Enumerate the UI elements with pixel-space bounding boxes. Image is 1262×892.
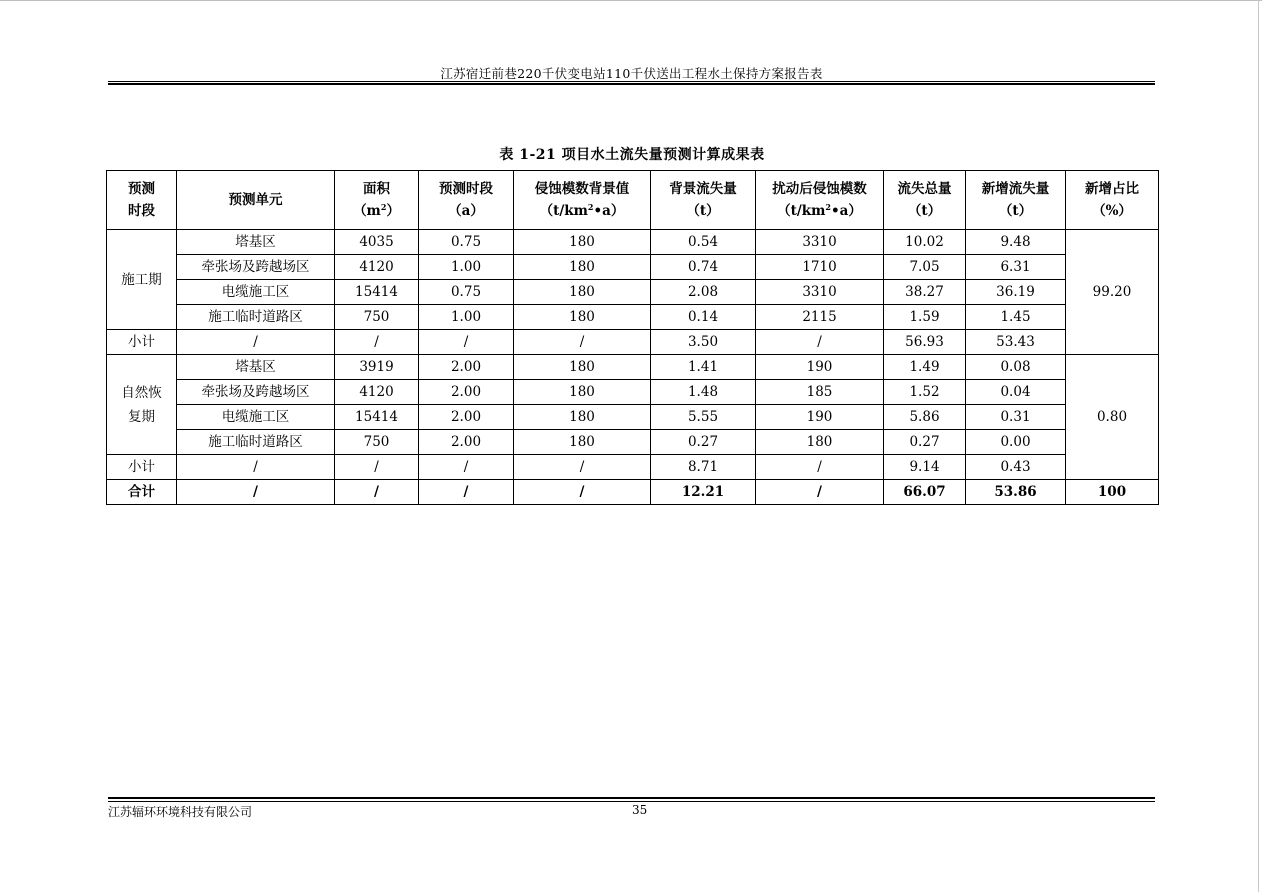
cell-total-loss: 5.86 xyxy=(884,405,966,430)
cell-bg-modulus: 180 xyxy=(514,305,651,330)
cell-duration: 2.00 xyxy=(419,380,514,405)
col-area: 面积 $(m^2)$ xyxy=(335,171,419,230)
col-new-loss: 新增流失量 （t） xyxy=(966,171,1066,230)
col-total-loss: 流失总量 （t） xyxy=(884,171,966,230)
cell-bg-loss: 1.48 xyxy=(651,380,756,405)
cell-total-loss: 0.27 xyxy=(884,430,966,455)
header-rule xyxy=(108,81,1155,82)
table-row xyxy=(107,280,1159,305)
cell-bg-modulus: 180 xyxy=(514,280,651,305)
cell-new-loss: 0.43 xyxy=(966,455,1066,480)
cell-total-loss: 1.49 xyxy=(884,355,966,380)
cell-bg-modulus: 180 xyxy=(514,430,651,455)
cell-duration: 0.75 xyxy=(419,280,514,305)
table-row xyxy=(107,305,1159,330)
cell-duration: / xyxy=(419,330,514,355)
cell-duration: 0.75 xyxy=(419,230,514,255)
header-row xyxy=(107,171,1159,230)
cell-area: 15414 xyxy=(335,280,419,305)
table-row xyxy=(107,255,1159,280)
col-period: 预测 时段 xyxy=(107,171,177,230)
cell-bg-modulus: / xyxy=(514,455,651,480)
cell-new-loss: 0.08 xyxy=(966,355,1066,380)
cell-bg-modulus: / xyxy=(514,480,651,505)
cell-dist-modulus: 3310 xyxy=(756,230,884,255)
cell-unit: 施工临时道路区 xyxy=(177,430,335,455)
cell-total-loss: 1.59 xyxy=(884,305,966,330)
cell-new-loss: 0.00 xyxy=(966,430,1066,455)
cell-duration: 2.00 xyxy=(419,405,514,430)
stage-recovery: 自然恢 复期 xyxy=(107,355,177,455)
cell-bg-loss: 1.41 xyxy=(651,355,756,380)
cell-new-loss: 0.04 xyxy=(966,380,1066,405)
cell-new-loss: 9.48 xyxy=(966,230,1066,255)
cell-area: 750 xyxy=(335,305,419,330)
cell-area: 3919 xyxy=(335,355,419,380)
cell-dist-modulus: 190 xyxy=(756,405,884,430)
cell-total-loss: 10.02 xyxy=(884,230,966,255)
table-row xyxy=(107,355,1159,380)
cell-duration: 2.00 xyxy=(419,430,514,455)
cell-unit: 塔基区 xyxy=(177,355,335,380)
cell-bg-modulus: 180 xyxy=(514,230,651,255)
cell-bg-loss: 2.08 xyxy=(651,280,756,305)
cell-unit: / xyxy=(177,455,335,480)
soil-loss-table xyxy=(106,170,1159,505)
cell-dist-modulus: 2115 xyxy=(756,305,884,330)
cell-dist-modulus: 3310 xyxy=(756,280,884,305)
cell-area: 15414 xyxy=(335,405,419,430)
page-number: 35 xyxy=(632,803,648,817)
cell-unit: 塔基区 xyxy=(177,230,335,255)
cell-bg-modulus: 180 xyxy=(514,380,651,405)
cell-unit: 牵张场及跨越场区 xyxy=(177,255,335,280)
cell-new-loss: 6.31 xyxy=(966,255,1066,280)
table-caption: 表 1-21 项目水土流失量预测计算成果表 xyxy=(499,147,765,163)
cell-total-loss: 56.93 xyxy=(884,330,966,355)
cell-area: / xyxy=(335,330,419,355)
table-row xyxy=(107,230,1159,255)
cell-unit: 施工临时道路区 xyxy=(177,305,335,330)
cell-area: 4035 xyxy=(335,230,419,255)
cell-bg-modulus: 180 xyxy=(514,255,651,280)
cell-bg-modulus: / xyxy=(514,330,651,355)
total-row xyxy=(107,480,1159,505)
cell-unit: / xyxy=(177,330,335,355)
cell-bg-loss: 0.54 xyxy=(651,230,756,255)
cell-dist-modulus: 1710 xyxy=(756,255,884,280)
cell-dist-modulus: / xyxy=(756,455,884,480)
cell-new-loss: 1.45 xyxy=(966,305,1066,330)
cell-bg-modulus: 180 xyxy=(514,355,651,380)
cell-ratio-construction: 99.20 xyxy=(1066,230,1159,355)
subtotal-row xyxy=(107,330,1159,355)
cell-duration: 2.00 xyxy=(419,355,514,380)
cell-bg-loss: 0.27 xyxy=(651,430,756,455)
cell-unit: 电缆施工区 xyxy=(177,405,335,430)
col-dist-modulus: 扰动后侵蚀模数 $(t/km^2•a)$ xyxy=(756,171,884,230)
page-border-right xyxy=(1258,0,1259,892)
cell-total-label: 合计 xyxy=(107,480,177,505)
cell-bg-loss: 0.74 xyxy=(651,255,756,280)
cell-new-loss: 53.43 xyxy=(966,330,1066,355)
cell-subtotal-label: 小计 xyxy=(107,455,177,480)
col-bg-modulus: 侵蚀模数背景值 $(t/km^2•a)$ xyxy=(514,171,651,230)
cell-duration: / xyxy=(419,480,514,505)
cell-duration: / xyxy=(419,455,514,480)
stage-construction: 施工期 xyxy=(107,230,177,330)
cell-bg-loss: 8.71 xyxy=(651,455,756,480)
footer-rule xyxy=(108,801,1155,802)
header-rule-thick xyxy=(108,83,1155,85)
header-title: 江苏宿迁前巷220千伏变电站110千伏送出工程水土保持方案报告表 xyxy=(440,66,823,81)
cell-unit: 电缆施工区 xyxy=(177,280,335,305)
cell-total-loss: 38.27 xyxy=(884,280,966,305)
footer-company: 江苏辐环环境科技有限公司 xyxy=(108,805,253,819)
cell-bg-loss: 12.21 xyxy=(651,480,756,505)
cell-bg-modulus: 180 xyxy=(514,405,651,430)
cell-dist-modulus: 185 xyxy=(756,380,884,405)
cell-duration: 1.00 xyxy=(419,305,514,330)
cell-dist-modulus: 180 xyxy=(756,430,884,455)
cell-unit: 牵张场及跨越场区 xyxy=(177,380,335,405)
subtotal-row xyxy=(107,455,1159,480)
table-row xyxy=(107,405,1159,430)
cell-area: 750 xyxy=(335,430,419,455)
page-border-top xyxy=(0,0,1262,1)
table-row xyxy=(107,380,1159,405)
col-new-ratio: 新增占比 （%） xyxy=(1066,171,1159,230)
col-duration: 预测时段 （a） xyxy=(419,171,514,230)
cell-total-loss: 1.52 xyxy=(884,380,966,405)
cell-bg-loss: 0.14 xyxy=(651,305,756,330)
cell-area: 4120 xyxy=(335,380,419,405)
table-row xyxy=(107,430,1159,455)
cell-new-loss: 53.86 xyxy=(966,480,1066,505)
cell-dist-modulus: / xyxy=(756,480,884,505)
cell-total-loss: 9.14 xyxy=(884,455,966,480)
cell-total-loss: 66.07 xyxy=(884,480,966,505)
cell-duration: 1.00 xyxy=(419,255,514,280)
cell-unit: / xyxy=(177,480,335,505)
cell-total-loss: 7.05 xyxy=(884,255,966,280)
cell-area: 4120 xyxy=(335,255,419,280)
cell-new-loss: 36.19 xyxy=(966,280,1066,305)
cell-subtotal-label: 小计 xyxy=(107,330,177,355)
cell-area: / xyxy=(335,480,419,505)
cell-bg-loss: 5.55 xyxy=(651,405,756,430)
footer-rule-thick xyxy=(108,797,1155,799)
cell-ratio-total: 100 xyxy=(1066,480,1159,505)
cell-dist-modulus: / xyxy=(756,330,884,355)
cell-new-loss: 0.31 xyxy=(966,405,1066,430)
cell-ratio-recovery: 0.80 xyxy=(1066,355,1159,480)
cell-dist-modulus: 190 xyxy=(756,355,884,380)
col-bg-loss: 背景流失量 （t） xyxy=(651,171,756,230)
col-unit: 预测单元 xyxy=(177,171,335,230)
cell-area: / xyxy=(335,455,419,480)
cell-bg-loss: 3.50 xyxy=(651,330,756,355)
